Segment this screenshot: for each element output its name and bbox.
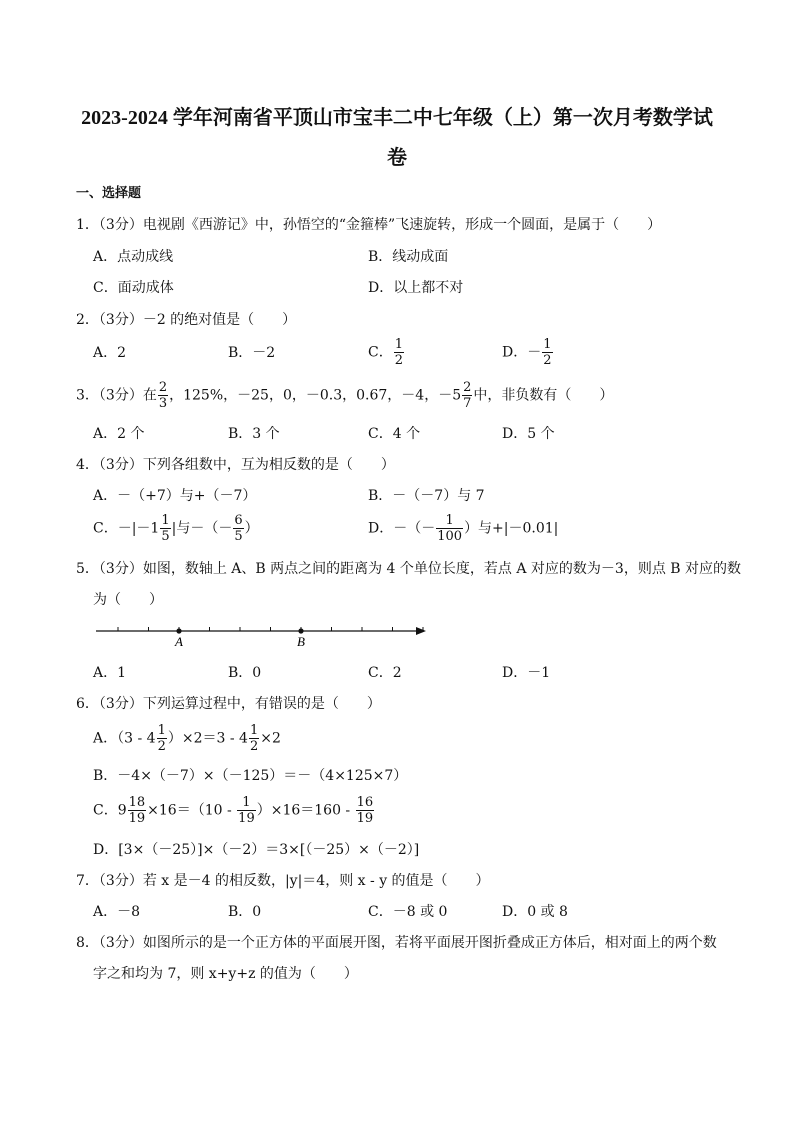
q3-option-d: D．5 个 — [502, 426, 555, 442]
q3-option-b: B．3 个 — [228, 426, 280, 442]
q6-option-b: B．－4×（－7）×（－125）＝－（4×125×7） — [93, 768, 408, 784]
fraction: $\frac{1}{2}$ — [543, 337, 552, 368]
q7-option-d: D．0 或 8 — [502, 904, 568, 920]
q3-option-a: A．2 个 — [93, 426, 145, 442]
fraction: $\frac{1}{5}$ — [161, 513, 170, 544]
q8-stem-line2: 字之和均为 7，则 x+y+z 的值为（ ） — [93, 966, 358, 982]
q2-option-d: D．－ $\frac{1}{2}$ — [502, 337, 552, 368]
q3-option-c: C．4 个 — [368, 426, 421, 442]
q7-option-c: C．－8 或 0 — [368, 904, 448, 920]
q5-option-a: A．1 — [93, 665, 127, 681]
q1-stem: 1．（3分）电视剧《西游记》中，孙悟空的“金箍棒”飞速旋转，形成一个圆面，是属于（ ） — [76, 217, 662, 233]
number-line-arrow — [416, 627, 426, 635]
q7-option-b: B．0 — [228, 904, 262, 920]
q1-option-c: C．面动成体 — [93, 280, 174, 296]
q7-stem: 7．（3分）若 x 是－4 的相反数，|y|＝4，则 x - y 的值是（ ） — [76, 873, 490, 889]
fraction: $\frac{1}{100}$ — [437, 513, 463, 544]
fraction: $\frac{2}{7}$ — [463, 380, 472, 411]
fraction: $\frac{1}{19}$ — [238, 795, 255, 826]
section-heading: 一、选择题 — [76, 186, 142, 201]
exam-title-line2: 卷 — [387, 147, 407, 169]
q4-option-d: D．－（－ $\frac{1}{100}$ ）与+|－0.01| — [368, 513, 559, 544]
point-b — [298, 628, 303, 633]
q6-option-a: A．（3 - 4 $\frac{1}{2}$ ）×2＝3 - 4 $\frac{1}{2}$ ×2 — [93, 723, 281, 754]
exam-title-line1: 2023-2024 学年河南省平顶山市宝丰二中七年级（上）第一次月考数学试 — [81, 107, 713, 129]
label-a: A — [175, 634, 183, 649]
q4-option-c: C．－|－1 $\frac{1}{5}$ |与－（－ $\frac{6}{5}$ ） — [93, 513, 259, 544]
q8-stem-line1: 8．（3分）如图所示的是一个正方体的平面展开图，若将平面展开图折叠成正方体后，相对面上的两个数 — [76, 935, 717, 951]
q4-stem: 4．（3分）下列各组数中，互为相反数的是（ ） — [76, 457, 395, 473]
q1-option-a: A．点动成线 — [93, 249, 174, 265]
label-b: B — [297, 634, 305, 649]
q6-option-c: C．9 $\frac{18}{19}$ ×16＝（10 - $\frac{1}{19}$ ）×16＝160 - $\frac{16}{19}$ — [93, 795, 374, 826]
point-a — [176, 628, 181, 633]
q5-option-b: B．0 — [228, 665, 262, 681]
q2-option-b: B．－2 — [228, 345, 276, 361]
fraction: $\frac{6}{5}$ — [234, 513, 243, 544]
fraction: $\frac{1}{2}$ — [249, 723, 259, 754]
q5-stem-line1: 5．（3分）如图，数轴上 A、B 两点之间的距离为 4 个单位长度，若点 A 对应的数为－3，则点 B 对应的数 — [76, 561, 742, 577]
q5-option-c: C．2 — [368, 665, 402, 681]
number-line-figure — [92, 618, 432, 652]
q4-option-a: A．－（+7）与+（－7） — [93, 488, 257, 504]
fraction: $\frac{16}{19}$ — [356, 795, 374, 826]
fraction: $\frac{1}{2}$ — [157, 723, 166, 754]
q6-stem: 6．（3分）下列运算过程中，有错误的是（ ） — [76, 696, 381, 712]
q2-stem: 2．（3分）－2 的绝对值是（ ） — [76, 312, 297, 328]
fraction: $\frac{18}{19}$ — [128, 795, 146, 826]
q4-option-b: B．－（－7）与 7 — [368, 488, 485, 504]
q5-option-d: D．－1 — [502, 665, 551, 681]
q1-option-b: B．线动成面 — [368, 249, 449, 265]
q7-option-a: A．－8 — [93, 904, 141, 920]
fraction: $\frac{2}{3}$ — [158, 380, 168, 411]
q3-stem: 3．（3分）在 $\frac{2}{3}$ ，125%，－25，0，－0.3，0.67，－4，－5 $\frac{2}{7}$ 中，非负数有（ ） — [76, 380, 614, 411]
q2-option-c: C． $\frac{1}{2}$ — [368, 337, 403, 368]
q2-option-a: A．2 — [93, 345, 127, 361]
q5-stem-line2: 为（ ） — [93, 592, 163, 608]
q1-option-d: D．以上都不对 — [368, 280, 464, 296]
fraction: $\frac{1}{2}$ — [394, 337, 403, 368]
q6-option-d: D．[3×（－25）]×（－2）＝3×[（－25）×（－2）] — [93, 842, 420, 858]
